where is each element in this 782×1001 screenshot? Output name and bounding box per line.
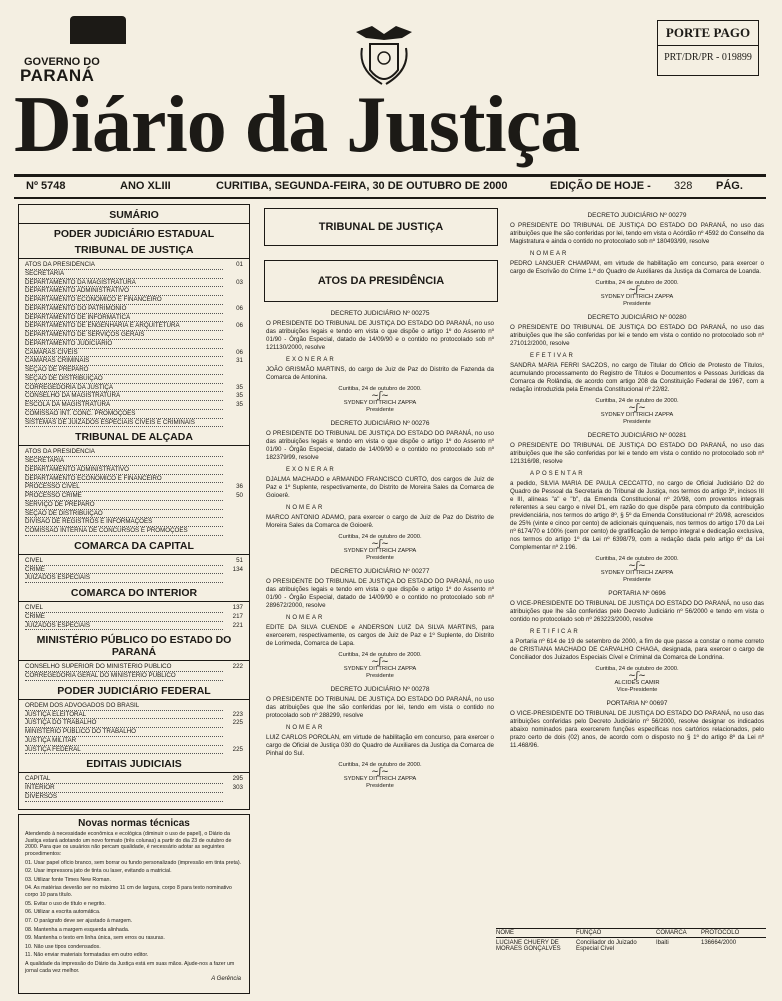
norms-paragraph: 11. Não enviar materiais formatadas em outro editor. [25,952,149,959]
handwritten-signature: ~ʃ~ [371,657,389,667]
norms-body [19,831,249,974]
signer-role: Presidente [366,673,394,679]
signer-role: Presidente [366,783,394,789]
summary-row-page: 217 [232,612,243,620]
decree-body: SANDRA MARIA FERRI SACZOS, no cargo de Titular do Ofício de Protesto de Títulos, acumulando processamento do Registro de Títulos e Documentos e Pessoas Jurídicas da Comarca de Rolândia, de acordo com artigo 208 da Constituição Federal de 1967, com a redação introduzida pela Emenda Constitucional nº 22/82. [510,362,764,393]
signature-block [266,652,494,680]
summary-row-label: DEPARTAMENTO JUDICIÁRIO [25,340,223,349]
summary-section-title: PODER JUDICIÁRIO FEDERAL [19,685,249,700]
summary-row [19,375,249,384]
government-logo [18,16,118,86]
summary-row [19,510,249,519]
signature-block [510,398,764,426]
decree-heading: DECRETO JUDICIÁRIO Nº 00278 [330,686,430,693]
decree-heading: DECRETO JUDICIÁRIO Nº 00277 [330,568,430,575]
summary-row [19,711,249,720]
summary-row-page [223,287,243,296]
handwritten-signature: ~ʃ~ [371,391,389,401]
decree-text: O VICE-PRESIDENTE DO TRIBUNAL DE JUSTIÇA DO ESTADO DO PARANÁ, no uso das atribuições conferidas pelo Decreto Judiciário nº 56/2000, resolve designar os indicados abaixo nominados para exercerem funções específicas nos cartórios relacionados, pelo prazo certo de dois (02) anos, de acordo com o disposto no § 1º do artigo 8º da Lei nº 11.468/96. [510,710,764,749]
summary-row-page: 31 [236,357,243,365]
summary-row [19,331,249,340]
decree-heading: PORTARIA Nº 00697 [606,700,668,707]
summary-row-label: COMISSÃO INT. CONC. PROMOÇÕES [25,410,223,419]
summary-row [19,287,249,296]
decree-text: O PRESIDENTE DO TRIBUNAL DE JUSTIÇA DO ESTADO DO PARANÁ, no uso das atribuições legais e tendo em vista o que dispõe o artigo 1º do Assento nº 01/90 - Órgão Especial, datado de 14/09/90 e o contido no protocolado sob nº 289672/2000, resolve [266,578,494,609]
handwritten-signature: ~ʃ~ [371,539,389,549]
newspaper-title: Diário da Justiça [14,81,580,169]
summary-row [19,401,249,410]
summary-row [19,527,249,536]
summary-row [19,622,249,631]
decree-text: O PRESIDENTE DO TRIBUNAL DE JUSTIÇA DO ESTADO DO PARANÁ, no uso das atribuições que lhe são conferidas por lei, tendo em vista o Acórdão nº 4592 do Conselho da Magistratura e ainda o contido no protocolado sob nº 180493/99, resolve [510,222,764,245]
summary-row [19,775,249,784]
gov-line2: PARANÁ [20,66,95,85]
summary-row-label: DEPARTAMENTO DE INFORMÁTICA [25,314,223,323]
summary-row [19,270,249,279]
logo-mark [70,16,126,44]
summary-row-page [223,527,243,536]
porte-label: PORTE PAGO [658,21,758,46]
decree-block [266,686,494,790]
summary-row-page: 222 [232,663,243,671]
section-header-atos: ATOS DA PRESIDÊNCIA [264,260,498,302]
summary-row-label: SECRETARIA [25,457,223,466]
decree-action: NOMEAR [530,251,569,257]
summary-row [19,728,249,737]
signer-name: SYDNEY DITTRICH ZAPPA [600,412,674,418]
summary-row [19,410,249,419]
middle-column [266,304,494,794]
decree-text: O PRESIDENTE DO TRIBUNAL DE JUSTIÇA DO ESTADO DO PARANÁ, no uso das atribuições que lhe são conferidas por lei e tendo em vista o contido no protocolado sob nº 121316/98, resolve [510,442,764,465]
summary-row [19,518,249,527]
designation-table [496,928,766,954]
signature-date: Curitiba, 24 de outubro de 2000. [595,280,679,286]
divider [14,197,766,199]
summary-row-page [223,510,243,519]
summary-section-title: COMARCA DO INTERIOR [19,587,249,602]
section-header-tribunal: TRIBUNAL DE JUSTIÇA [264,208,498,246]
summary-row-label: SEÇÃO DE DISTRIBUIÇÃO [25,375,223,384]
summary-row-label: SERVIÇO DE PREPARO [25,501,223,510]
summary-row-page: 303 [232,784,243,791]
cell-funcao: Conciliador do Juizado Especial Cível [576,940,637,952]
summary-row-page [223,366,243,375]
signature-block [266,762,494,790]
signature-date: Curitiba, 24 de outubro de 2000. [595,666,679,672]
norms-paragraph: 05. Evitar o uso de título e negrito. [25,900,106,907]
page-count: 328 [674,180,693,192]
summary-sections [19,228,249,802]
cell-comarca: Ibaiti [656,940,669,946]
norms-title: Novas normas técnicas [78,818,190,829]
summary-row [19,672,249,681]
signer-name: SYDNEY DITTRICH ZAPPA [343,548,417,554]
summary-row-label: JUIZADOS ESPECIAIS [25,574,223,583]
summary-row [19,392,249,401]
norms-paragraph: 10. Não use tipos condensados. [25,943,101,950]
decree-text: O PRESIDENTE DO TRIBUNAL DE JUSTIÇA DO ESTADO DO PARANÁ, no uso das atribuições legais e tendo em vista o que dispõe o artigo 1º do Assento nº 01/90 - Órgão Especial, datado de 14/09/90 e o contido no protocolado sob nº 182379/99, resolve [266,430,494,461]
summary-row-page [223,331,243,340]
summary-row-page: 35 [236,392,243,400]
summary-row [19,296,249,305]
summary-row [19,448,249,457]
summary-row-label: ESCOLA DA MAGISTRATURA [25,401,223,410]
signer-name: SYDNEY DITTRICH ZAPPA [343,666,417,672]
decree-block [266,420,494,562]
summary-row-label: CÂMARAS CRIMINAIS [25,357,223,366]
summary-row [19,340,249,349]
summary-row [19,261,249,270]
signer-role: Presidente [366,555,394,561]
summary-row-page: 06 [236,322,243,330]
issue-number: Nº 5748 [26,180,66,192]
decree-text: O PRESIDENTE DO TRIBUNAL DE JUSTIÇA DO ESTADO DO PARANÁ, no uso das atribuições que lhe são conferidas por lei e tendo em vista o contido no protocolado sob nº 271012/2000, resolve [510,324,764,347]
signature-block [266,386,494,414]
summary-row [19,475,249,484]
decree-action: NOMEAR [286,725,325,731]
summary-section-title: COMARCA DA CAPITAL [19,540,249,555]
signature-block [510,556,764,584]
decree-heading: DECRETO JUDICIÁRIO Nº 00279 [587,212,687,219]
summary-row-page: 221 [232,621,243,629]
summary-row [19,366,249,375]
col-header-comarca: COMARCA [656,930,687,936]
issue-date: CURITIBA, SEGUNDA-FEIRA, 30 DE OUTUBRO DE 2000 [216,180,508,192]
summary-row-page [223,518,243,527]
summary-row-label: DEPARTAMENTO DE SERVIÇOS GERAIS [25,331,223,340]
norms-paragraph: A qualidade da impressão do Diário da Justiça está em suas mãos. Ajude-nos a fazer um jornal cada vez melhor. [25,961,235,974]
handwritten-signature: ~ʃ~ [628,561,646,571]
summary-row-label: CORREGEDORIA GERAL DO MINISTÉRIO PÚBLICO [25,672,223,681]
summary-row-page [223,702,243,711]
signature-block [510,666,764,694]
col-header-protocolo: PROTOCOLO [701,930,740,936]
decree-heading: DECRETO JUDICIÁRIO Nº 00275 [330,310,430,317]
summary-row-label: DEPARTAMENTO DO PATRIMÔNIO [25,305,223,314]
signature-date: Curitiba, 24 de outubro de 2000. [595,556,679,562]
summary-row [19,483,249,492]
summary-row-label: DEPARTAMENTO DA MAGISTRATURA [25,279,223,288]
decree-heading: DECRETO JUDICIÁRIO Nº 00280 [587,314,687,321]
summary-row-label: CÍVEL [25,604,223,613]
issue-year: ANO XLIII [120,180,171,192]
signer-role: Presidente [623,577,651,583]
decree-text: O PRESIDENTE DO TRIBUNAL DE JUSTIÇA DO ESTADO DO PARANÁ, no uso das atribuições que lhe são conferidas por lei, tendo em vista o contido no protocolado sob nº 288299, resolve [266,696,494,719]
summary-row [19,784,249,793]
summary-row [19,746,249,755]
summary-row [19,419,249,428]
divider [14,174,766,177]
summary-row-label: CONSELHO DA MAGISTRATURA [25,392,223,401]
summary-row-label: DIVISÃO DE REGISTROS E INFORMAÇÕES [25,518,223,527]
decree-body: DJALMA MACHADO e ARMANDO FRANCISCO CURTO, dos cargos de Juiz de Paz e 1º Suplente, respectivamente, do Distrito de Moreira Sales da Comarca de Goioerê. [266,476,494,499]
decree-heading: PORTARIA Nº 0696 [608,590,666,597]
summary-row-label: JUSTIÇA FEDERAL [25,746,223,755]
issue-meta-bar [20,180,766,196]
col-header-funcao: FUNÇÃO [576,930,602,936]
decree-block [266,310,494,414]
norms-paragraph: 08. Mantenha a margem esquerda alinhada. [25,926,130,933]
summary-row [19,305,249,314]
summary-row-label: SECRETARIA [25,270,223,279]
decree-block [510,432,764,584]
summary-section-title: PODER JUDICIÁRIO ESTADUAL [53,228,215,240]
handwritten-signature: ~ʃ~ [371,767,389,777]
gov-line1: GOVERNO DO [24,56,100,68]
summary-row-label: CRIME [25,566,223,575]
summary-row-label: DEPARTAMENTO ECONÔMICO E FINANCEIRO [25,296,223,305]
norms-paragraph: 01. Usar papel ofício branco, sem borrar ou fundo personalizado (impressão em tinta preta). [25,859,242,866]
signature-date: Curitiba, 24 de outubro de 2000. [338,386,422,392]
summary-row [19,702,249,711]
norms-paragraph: 09. Mantenha o texto em linha única, sem erros ou rasuras. [25,935,165,942]
summary-row [19,719,249,728]
summary-row [19,349,249,358]
summary-row-page: 225 [232,719,243,727]
signer-role: Presidente [623,419,651,425]
decree-body: MARCO ANTONIO ADAMO, para exercer o cargo de Juiz de Paz do Distrito de Moreira Sales da Comarca de Goioerê. [266,514,494,529]
summary-row-label: CÍVEL [25,557,223,566]
handwritten-signature: ~ʃ~ [628,403,646,413]
signer-name: SYDNEY DITTRICH ZAPPA [343,400,417,406]
norms-paragraph: 04. As matérias deverão ser no máximo 11 cm de largura, corpo 8 para texto nominativo corpo 10 para título. [25,885,232,898]
summary-row-page [223,375,243,384]
summary-row-label: CRIME [25,613,223,622]
summary-row-label: DEPARTAMENTO ADMINISTRATIVO [25,466,223,475]
summary-row-page [223,419,243,428]
handwritten-signature: ~ʃ~ [628,285,646,295]
summary-row-page [223,501,243,510]
summary-row-page [223,574,243,583]
summary-row-page [223,314,243,323]
norms-paragraph: 02. Usar impressora jato de tinta ou laser, evitando a matricial. [25,868,172,875]
summary-row-label: ATOS DA PRESIDÊNCIA [25,448,223,457]
decree-block [510,590,764,694]
summary-row-page: 01 [236,261,243,268]
cell-protocolo: 136664/2000 [701,940,737,946]
table-row [496,938,766,954]
summary-row [19,357,249,366]
summary-row-page: 134 [232,565,243,573]
summary-section-title: TRIBUNAL DE JUSTIÇA [19,244,249,259]
summary-row-label: ORDEM DOS ADVOGADOS DO BRASIL [25,702,223,711]
summary-row-label: DIVERSOS [25,793,223,802]
summary-row-label: JUSTIÇA MILITAR [25,737,223,746]
summary-row [19,279,249,288]
porte-code: PRT/DR/PR - 019899 [664,52,752,63]
summary-row-label: DEPARTAMENTO ADMINISTRATIVO [25,287,223,296]
summary-row-page [223,296,243,305]
summary-row-label: JUIZADOS ESPECIAIS [25,622,223,631]
summary-row-page: 36 [236,483,243,491]
decree-action: NOMEAR [286,505,325,511]
summary-row-page [223,410,243,419]
decree-block [510,314,764,426]
right-column [510,206,764,752]
summary-row [19,492,249,501]
summary-row [19,793,249,802]
table-header [496,928,766,938]
decree-body: a Portaria nº 614 de 19 de setembro de 2000, a fim de que passe a constar o nome correto de CRISTIANA MACHADO DE CARVALHO CHAGA, designada, para exercer o cargo de Conciliador dos Juizados Especiais Cível e Criminal da Comarca de Londrina. [510,638,764,661]
decree-action: EXONERAR [286,467,336,473]
summary-row-page: 295 [232,775,243,783]
norms-paragraph: 06. Utilizar a escrita automática. [25,909,101,916]
signature-block [266,534,494,562]
edition-label: EDIÇÃO DE HOJE - [550,180,651,192]
signature-date: Curitiba, 24 de outubro de 2000. [338,762,422,768]
summary-row [19,557,249,566]
summary-section-title: TRIBUNAL DE ALÇADA [19,431,249,446]
summary-section-title: EDITAIS JUDICIAIS [19,758,249,773]
decree-action: NOMEAR [286,615,325,621]
summary-row [19,737,249,746]
summary-row-page: 35 [236,401,243,408]
signature-date: Curitiba, 24 de outubro de 2000. [338,534,422,540]
summary-row-page [223,475,243,484]
summary-row-page [223,340,243,349]
decree-body: LUIZ CARLOS POROLAN, em virtude de habilitação em concurso, para exercer o cargo de Oficial de Justiça 030 do Quadro de Auxiliares da Justiça da Comarca de Pinhal do Sul. [266,734,494,757]
summary-row-label: CORREGEDORIA DA JUSTIÇA [25,384,223,393]
summary-row-page: 51 [236,556,243,564]
pag-label: PÁG. [716,180,743,192]
decree-block [510,700,764,750]
summary-row-label: SEÇÃO DE DISTRIBUIÇÃO [25,510,223,519]
decree-body: PEDRO LANGUER CHAMPAM, em virtude de habilitação em concurso, para exercer o cargo de Escrivão do Crime 1.ª do Quadro de Auxiliares da Justiça da Comarca de Loanda. [510,260,764,275]
summary-row [19,314,249,323]
porte-pago-box [657,20,759,76]
summary-row-page [223,270,243,279]
decree-text: O VICE-PRESIDENTE DO TRIBUNAL DE JUSTIÇA DO ESTADO DO PARANÁ, no uso das atribuições que lhe são conferidas pelo Decreto Judiciário nº 56/2000 e tendo em vista o contido no protocolado sob nº 263223/2000, resolve [510,600,764,623]
summary-row-page [223,457,243,466]
summary-row-label: CAPITAL [25,775,223,784]
signature-date: Curitiba, 24 de outubro de 2000. [338,652,422,658]
summary-row-label: ATOS DA PRESIDÊNCIA [25,261,223,270]
summary-row-label: DEPARTAMENTO ECONÔMICO E FINANCEIRO [25,475,223,484]
summary-row-page [223,793,243,802]
signer-name: SYDNEY DITTRICH ZAPPA [343,776,417,782]
signature-date: Curitiba, 24 de outubro de 2000. [595,398,679,404]
decree-action: APOSENTAR [530,471,585,477]
summary-row-label: JUSTIÇA DO TRABALHO [25,719,223,728]
decree-action: RETIFICAR [530,629,580,635]
summary-row-label: MINISTÉRIO PÚBLICO DO TRABALHO [25,728,223,737]
summary-row [19,663,249,672]
signer-name: SYDNEY DITTRICH ZAPPA [600,570,674,576]
norms-paragraph: Atendendo à necessidade econômica e ecológica (diminuir o uso de papel), o Diário da Justiça estará adotando um novo formato (três colunas) a partir do dia 23 de outubro de 2000. Para que os usuários não percam qualidade, é necessário adotar as seguintes procedimentos: [25,831,232,857]
summary-row [19,466,249,475]
summary-row-label: PROCESSO CÍVEL [25,483,223,492]
summary-title: SUMÁRIO [19,209,249,224]
summary-row [19,322,249,331]
summary-row [19,574,249,583]
decree-text: O PRESIDENTE DO TRIBUNAL DE JUSTIÇA DO ESTADO DO PARANÁ, no uso das atribuições legais e tendo em vista o que dispõe o artigo 1º do Assento nº 01/90 - Órgão Especial, datado de 14/09/90 e o contido no protocolado sob nº 121130/2000, resolve [266,320,494,351]
signature-block [510,280,764,308]
summary-row-page: 06 [236,348,243,356]
summary-row [19,613,249,622]
summary-row-page [223,672,243,681]
signer-role: Presidente [623,301,651,307]
decree-block [266,568,494,680]
summary-row-label: CÂMARAS CÍVEIS [25,349,223,358]
decree-block [510,212,764,308]
signer-role: Vice-Presidente [616,687,658,693]
handwritten-signature: ~ʃ~ [628,671,646,681]
summary-section-title: MINISTÉRIO PÚBLICO DO ESTADO DO PARANÁ [19,634,249,661]
summary-row-label: CONSELHO SUPERIOR DO MINISTÉRIO PÚBLICO [25,663,223,672]
signer-name: SYDNEY DITTRICH ZAPPA [600,294,674,300]
summary-row-page: 223 [232,710,243,718]
decree-heading: DECRETO JUDICIÁRIO Nº 00281 [587,432,687,439]
col-header-nome: NOME [496,930,514,936]
summary-row-label: INTERIOR [25,784,223,793]
technical-norms-box [18,814,250,994]
cell-nome: LUCIANE CHUERY DE MORAES GONÇALVES [496,940,561,952]
summary-row [19,457,249,466]
summary-row-page: 35 [236,383,243,391]
summary-row-label: SISTEMAS DE JUIZADOS ESPECIAIS CÍVEIS E CRIMINAIS [25,419,223,428]
signer-role: Presidente [366,407,394,413]
summary-row-page: 03 [236,278,243,286]
summary-row-page: 50 [236,492,243,499]
summary-row [19,501,249,510]
summary-row [19,604,249,613]
summary-row-page: 137 [232,604,243,611]
summary-row-label: SEÇÃO DE PREPARO [25,366,223,375]
summary-row-page: 06 [236,304,243,312]
summary-row-page [223,448,243,457]
decree-body: JOÃO GRISMÃO MARTINS, do cargo de Juiz de Paz do Distrito de Fazenda da Comarca de Antonina. [266,366,494,381]
summary-row-label: JUSTIÇA ELEITORAL [25,711,223,720]
norms-paragraph: 07. O parágrafo deve ser ajustado à margem. [25,917,133,924]
decree-heading: DECRETO JUDICIÁRIO Nº 00276 [330,420,430,427]
decree-action: EFETIVAR [530,353,575,359]
summary-row-page [223,466,243,475]
summary-row-page [223,728,243,737]
summary-row-label: COMISSÃO INTERNA DE CONCURSOS E PROMOÇÕES [25,527,223,536]
summary-row [19,384,249,393]
summary-row-page: 225 [232,745,243,753]
summary-row-label: DEPARTAMENTO DE ENGENHARIA E ARQUITETURA [25,322,223,331]
decree-action: EXONERAR [286,357,336,363]
decree-body: EDITE DA SILVA CUENDE e ANDERSON LUIZ DA SILVA MARTINS, para exercerem, respectivamente, os cargos de Juiz de Paz e 1º Suplente, do Distrito de Lorimeda, Comarca de Lapa. [266,624,494,647]
summary-box [18,204,250,810]
decree-body: a pedido, SILVIA MARIA DE PAULA CECCATTO, no cargo de Oficial Judiciário D2 do Quadro de Pessoal da Secretaria do Tribunal de Justiça, nos termos do artigo 3º, incisos III e III, alíneas "a" e "b", da Emenda Constitucional nº 20/98, com proventos integrais referentes a seu cargo e nível D1, em razão do que dispõe para cômputo da contribuição previdenciária, nos termos do artigo 8º, § 5º da Emenda Constitucional nº 20/98, acrescidos de 25% (vinte e cinco por cento) de adicionais quinquenais, nos termos do artigo 170 da Lei nº 6174/70 e 100% (cem por cento) de gratificação de tempo integral e dedicação exclusiva, nos termos do artigo 1º da Lei nº 6398/79, com a redação dada pelo artigo 6º da Lei Complementar nº 2.196. [510,480,764,551]
summary-row [19,566,249,575]
norms-signature: A Gerência [211,976,241,983]
norms-paragraph: 03. Utilizar fonte Times New Roman. [25,876,111,883]
summary-row-page [223,737,243,746]
summary-row-label: PROCESSO CRIME [25,492,223,501]
signer-name: ALCIDES CAMIR [614,680,660,686]
